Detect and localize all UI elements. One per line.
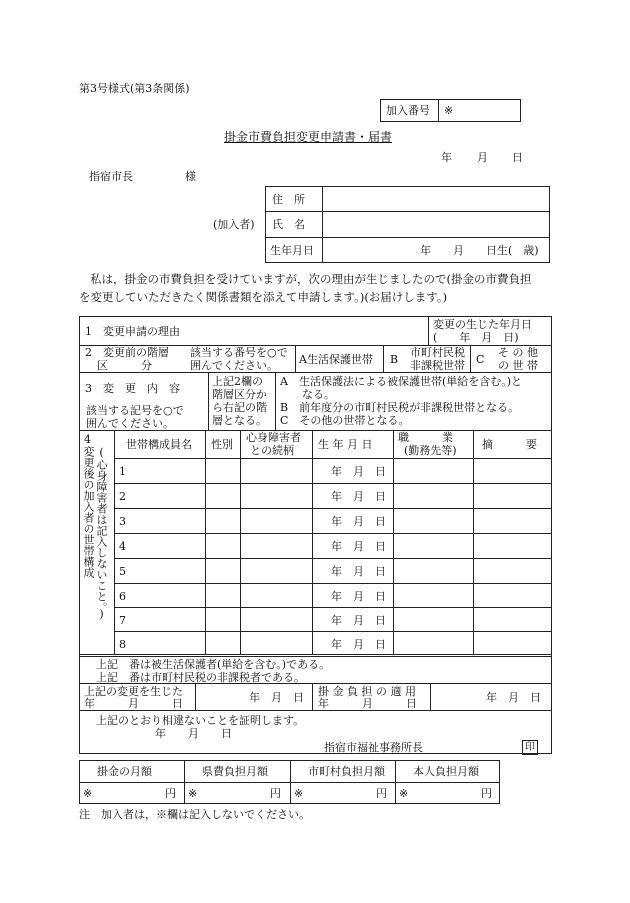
- amount-header: 本人負担月額: [413, 765, 479, 778]
- col-remarks: 摘 要: [482, 438, 537, 451]
- row-birth-date[interactable]: 年 月 日: [331, 638, 386, 651]
- amount-mark: ※: [294, 787, 304, 800]
- sec2-label-b: 区 分: [97, 359, 152, 372]
- intro-line-2: を変更していただきたく関係書類を添えて申請します。)(お届けします。): [79, 290, 448, 304]
- member-number-label: 加入番号: [386, 104, 430, 117]
- amount-input[interactable]: [97, 785, 161, 801]
- amount-header: 県費負担月額: [202, 765, 268, 778]
- sec3-option-a1[interactable]: A 生活保護法による被保護世帯(単給を含む。)と: [280, 375, 523, 388]
- sec2-option-b-b: 非課税世帯: [410, 359, 465, 372]
- row-number: 6: [119, 590, 126, 603]
- date-day: 日: [512, 151, 523, 164]
- row-number: 1: [119, 465, 126, 478]
- row-birth-date[interactable]: 年 月 日: [331, 565, 386, 578]
- remark-line-1: 上記 番は被生活保護者(単給を含む。)である。: [96, 658, 331, 671]
- amount-unit: 円: [270, 787, 281, 800]
- name-label: 氏 名: [272, 218, 305, 231]
- birth-label: 生年月日: [270, 244, 314, 257]
- amount-header: 掛金の月額: [97, 765, 152, 778]
- col-job-b: (勤務先等): [404, 444, 457, 457]
- sec3-option-a2: なる。: [280, 388, 335, 401]
- change-date-value[interactable]: 年 月 日: [249, 691, 304, 704]
- change-date-label-b: 年 月 日: [84, 697, 183, 710]
- amount-header: 市町村負担月額: [308, 765, 385, 778]
- col-birth: 生 年 月 日: [318, 438, 373, 451]
- date-year: 年: [441, 151, 452, 164]
- sec2-option-a[interactable]: A生活保護世帯: [299, 353, 373, 366]
- member-number-value[interactable]: ※: [444, 104, 454, 117]
- addressee-honorific: 様: [185, 170, 196, 183]
- change-date-label-a: 上記の変更を生じた: [84, 685, 183, 698]
- form-number: 第3号様式(第3条関係): [79, 82, 190, 95]
- apply-date-label-b: 年 月 日: [318, 697, 417, 710]
- certification-date[interactable]: 年 月 日: [155, 727, 232, 740]
- sec3-note-b: 囲んでください。: [86, 417, 174, 430]
- addressee-mayor: 指宿市長: [89, 170, 133, 183]
- birth-value[interactable]: 年 月 日生( 歳): [420, 244, 539, 257]
- col-relation-a: 心身障害者: [246, 431, 301, 444]
- address-label: 住 所: [272, 193, 305, 206]
- row-birth-date[interactable]: 年 月 日: [331, 490, 386, 503]
- row-birth-date[interactable]: 年 月 日: [331, 540, 386, 553]
- intro-line-1: 私は，掛金の市費負担を受けていますが，次の理由が生じましたので(掛金の市費負担: [90, 272, 532, 286]
- remark-line-2: 上記 番は市町村民税の非課税者である。: [96, 671, 305, 684]
- certification-text: 上記のとおり相違ないことを証明します。: [96, 714, 305, 727]
- document-title: 掛金市費負担変更申請書・届書: [224, 130, 393, 144]
- office-name: 指宿市福祉事務所長: [324, 741, 423, 754]
- name-field[interactable]: [326, 215, 546, 233]
- sec3-mid-3: ら右記の階: [212, 401, 267, 414]
- col-job-a: 職 業: [398, 431, 453, 444]
- footnote: 注 加入者は，※欄は記入しないでください。: [79, 808, 310, 821]
- row-number: 8: [119, 638, 126, 651]
- row-birth-date[interactable]: 年 月 日: [331, 515, 386, 528]
- sec2-option-b-a: 市町村民税: [410, 346, 465, 359]
- sec2-note-b: 囲んでください。: [190, 359, 278, 372]
- col-member-name: 世帯構成員名: [126, 438, 192, 451]
- row-birth-date[interactable]: 年 月 日: [331, 465, 386, 478]
- seal-mark: 印: [522, 740, 538, 755]
- sec2-option-c-a: そ の 他: [498, 346, 538, 359]
- address-field[interactable]: [326, 190, 546, 208]
- amount-unit: 円: [165, 787, 176, 800]
- sec2-option-b-letter[interactable]: B: [390, 353, 399, 366]
- sec1-date-value[interactable]: ( 年 月 日): [433, 331, 519, 344]
- sec3-mid-4: 層となる。: [212, 414, 267, 427]
- row-birth-date[interactable]: 年 月 日: [331, 614, 386, 627]
- sec4-vertical-note: (心身障害者は記入しないこと。): [95, 446, 108, 621]
- row-number: 4: [119, 540, 126, 553]
- sec1-date-head: 変更の生じた年月日: [433, 318, 532, 331]
- sec2-label-a: 2 変更前の階層: [85, 346, 169, 359]
- apply-date-value[interactable]: 年 月 日: [486, 691, 541, 704]
- row-number: 7: [119, 614, 126, 627]
- amount-input[interactable]: [202, 785, 266, 801]
- sec2-option-c-letter[interactable]: C: [476, 353, 485, 366]
- row-number: 3: [119, 515, 126, 528]
- amount-input[interactable]: [413, 785, 477, 801]
- sec2-option-c-b: の 世 帯: [498, 359, 538, 372]
- sec1-label: 1 変更申請の理由: [85, 325, 180, 338]
- sec3-mid-1: 上記2欄の: [212, 375, 263, 388]
- sec3-option-c[interactable]: C その他の世帯となる。: [280, 414, 410, 427]
- sec4-number: 4: [84, 433, 91, 446]
- sec3-option-b[interactable]: B 前年度分の市町村民税が非課税世帯となる。: [280, 401, 520, 414]
- sec3-note-a: 該当する記号を○で: [86, 404, 184, 417]
- sec3-mid-2: 階層区分か: [212, 388, 267, 401]
- applicant-role: (加入者): [213, 218, 255, 231]
- amount-mark: ※: [399, 787, 409, 800]
- row-number: 5: [119, 565, 126, 578]
- date-month: 月: [477, 151, 488, 164]
- row-number: 2: [119, 490, 126, 503]
- col-sex: 性別: [211, 438, 233, 451]
- row-birth-date[interactable]: 年 月 日: [331, 590, 386, 603]
- amount-mark: ※: [83, 787, 93, 800]
- amount-unit: 円: [481, 787, 492, 800]
- sec3-label: 3 変 更 内 容: [85, 382, 180, 395]
- sec4-vertical-label: 変更後の加入者の世帯構成: [82, 446, 95, 578]
- sec2-note-a: 該当する番号を○で: [190, 346, 288, 359]
- amount-mark: ※: [188, 787, 198, 800]
- col-relation-b: との続柄: [250, 444, 294, 457]
- amount-unit: 円: [376, 787, 387, 800]
- apply-date-label-a: 掛 金 負 担 の 適 用: [318, 685, 416, 698]
- amount-input[interactable]: [308, 785, 372, 801]
